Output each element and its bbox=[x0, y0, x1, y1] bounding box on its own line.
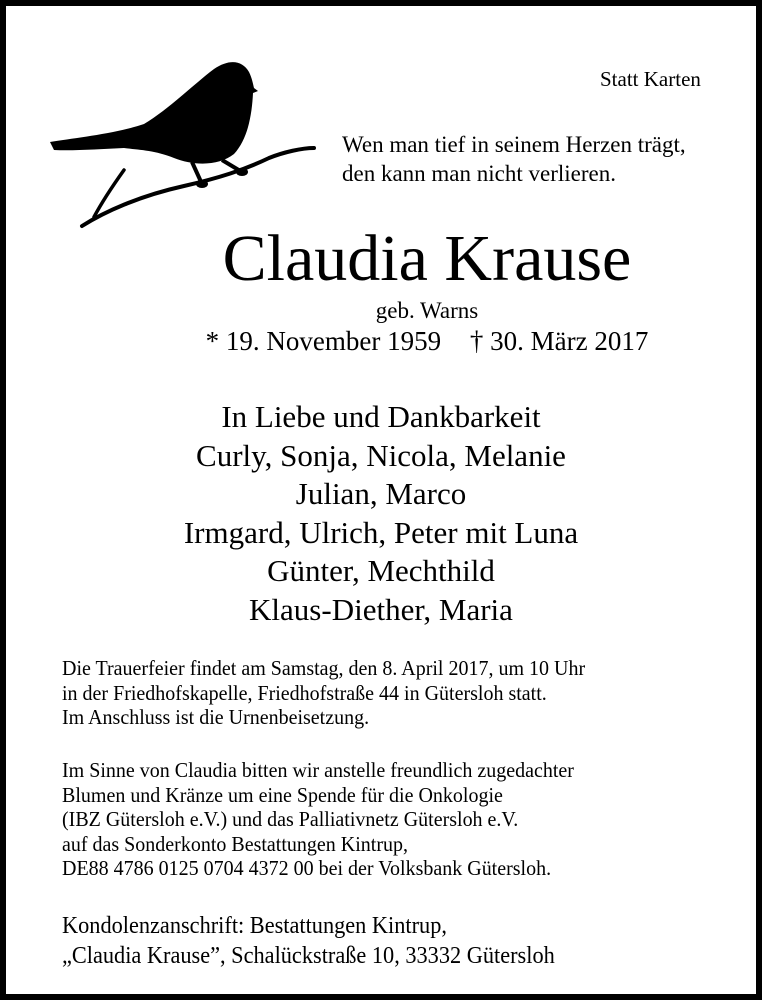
donation-info-line: Blumen und Kränze um eine Spende für die Onkologie bbox=[62, 782, 503, 807]
mourners-line: Günter, Mechthild bbox=[267, 553, 495, 588]
birth-date: 19. November 1959 bbox=[225, 326, 442, 356]
death-cross-icon: † bbox=[469, 326, 484, 356]
condolence-address-line: Kondolenzanschrift: Bestattungen Kintrup, bbox=[62, 913, 447, 939]
mourners-line: Julian, Marco bbox=[295, 476, 467, 511]
condolence-address bbox=[62, 911, 555, 971]
birth-symbol: * bbox=[205, 326, 220, 356]
donation-info bbox=[62, 758, 574, 881]
condolence-address-line: „Claudia Krause”, Schalückstraße 10, 33332 Gütersloh bbox=[62, 943, 555, 969]
donation-info-line: (IBZ Gütersloh e.V.) und das Palliativnetz Gütersloh e.V. bbox=[62, 807, 519, 831]
mourners-line: Curly, Sonja, Nicola, Melanie bbox=[196, 437, 566, 473]
funeral-info-line: Im Anschluss ist die Urnenbeisetzung. bbox=[62, 705, 370, 729]
birth-name: geb. Warns bbox=[375, 298, 479, 323]
death-date: 30. März 2017 bbox=[490, 326, 649, 356]
memorial-quote bbox=[342, 130, 686, 188]
funeral-info bbox=[62, 656, 585, 730]
life-dates bbox=[6, 326, 756, 357]
mourners-line: Irmgard, Ulrich, Peter mit Luna bbox=[183, 514, 579, 550]
funeral-info-line: in der Friedhofskapelle, Friedhofstraße 44 in Gütersloh statt. bbox=[62, 680, 547, 705]
funeral-info-line: Die Trauerfeier findet am Samstag, den 8. April 2017, um 10 Uhr bbox=[62, 656, 586, 680]
deceased-name: Claudia Krause bbox=[222, 222, 632, 295]
quote-line: den kann man nicht verlieren. bbox=[342, 161, 616, 186]
quote-line: Wen man tief in seinem Herzen trägt, bbox=[342, 132, 686, 157]
donation-info-line: Im Sinne von Claudia bitten wir anstelle freundlich zugedachter bbox=[62, 758, 574, 782]
mourners-line: Klaus-Diether, Maria bbox=[249, 591, 513, 627]
donation-info-line: auf das Sonderkonto Bestattungen Kintrup, bbox=[62, 831, 408, 856]
donation-info-line: DE88 4786 0125 0704 4372 00 bei der Volksbank Gütersloh. bbox=[62, 856, 552, 880]
statt-karten-note: Statt Karten bbox=[600, 67, 701, 91]
mourners-heading: In Liebe und Dankbarkeit bbox=[221, 399, 541, 434]
bird-on-branch-icon bbox=[44, 54, 319, 229]
mourners-list bbox=[6, 398, 756, 629]
